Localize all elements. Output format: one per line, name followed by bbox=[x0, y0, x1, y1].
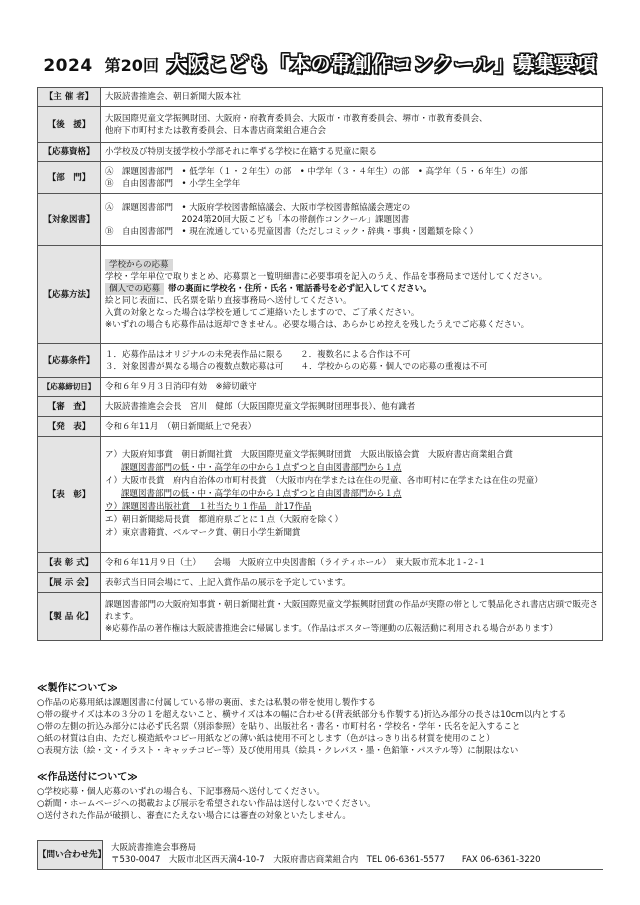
production-heading: ≪製作について≫ bbox=[37, 683, 118, 694]
title-ordinal: 第20回 bbox=[104, 56, 159, 75]
award-a: ア）大阪府知事賞 朝日新聞社賞 大阪国際児童文学振興財団賞 大阪出版協会賞 大阪府書店商業組合賞 bbox=[105, 450, 514, 460]
row-conditions bbox=[38, 344, 603, 378]
page-title bbox=[0, 48, 640, 77]
conditions-line: １．応募作品はオリジナルの未発表作品に限る ２．複数名による合作は不可 bbox=[105, 349, 411, 360]
label-conditions: 【応募条件】 bbox=[38, 344, 101, 378]
individual-entry-line: 絵と同じ表面に、氏名票を貼り直接事務局へ送付してください。 bbox=[105, 295, 352, 306]
row-eligibility bbox=[38, 143, 603, 162]
ceremony-text: 令和６年11月９日（土） 会場 大阪府立中央図書館（ライティホール） 東大阪市荒本北１-２-１ bbox=[105, 557, 487, 568]
award-b: イ）大阪市長賞 府内自治体の市町村長賞 （大阪市内在学または在住の児童、各市町村に在学または在住の児童） bbox=[105, 476, 543, 486]
individual-entry-tag: 個人での応募 bbox=[105, 283, 164, 295]
label-judges: 【審 査】 bbox=[38, 397, 101, 417]
award-d: エ）朝日新聞総局長賞 都道府県ごとに１点（大阪府を除く） bbox=[105, 515, 344, 525]
production-item: ○帯の左側の折込み部分には必ず氏名票（別添参照）を貼り、出版社名・書名・市町村名・学校名・学年・氏名を記入すること bbox=[37, 722, 521, 732]
divisions-line: Ⓐ 課題図書部門 • 低学年（１・２年生）の部 • 中学年（３・４年生）の部 • 高学年（５・６年生）の部 bbox=[105, 166, 528, 177]
row-announce bbox=[38, 417, 603, 437]
organizer-text: 大阪読書推進会、朝日新聞大阪本社 bbox=[105, 92, 242, 102]
contact-address: 〒530-0047 大阪市北区西天満4-10-7 大阪府書店商業組合内 TEL 06-6361-5577 FAX 06-6361-3220 bbox=[111, 855, 541, 865]
delivery-item: ○送付された作品が破損し、審査にたえない場合には審査の対象といたしません。 bbox=[37, 811, 351, 821]
conditions-line: ３．対象図書が異なる場合の複数点数応募は可 ４．学校からの応募・個人での応募の重複は不可 bbox=[105, 361, 488, 372]
label-divisions: 【部 門】 bbox=[38, 162, 101, 194]
books-line: 2024第20回大阪こども「本の帯創作コンクール」課題図書 bbox=[105, 214, 410, 225]
row-deadline bbox=[38, 378, 603, 397]
eligibility-text: 小学校及び特別支援学校小学部それに準ずる学校に在籍する児童に限る bbox=[105, 147, 378, 157]
product-line: ※応募作品の著作権は大阪読書推進会に帰属します。（作品はポスター等運動の広報活動に利用される場合があります） bbox=[105, 623, 558, 634]
row-judges bbox=[38, 397, 603, 417]
row-organizer bbox=[38, 88, 603, 107]
delivery-heading: ≪作品送付について≫ bbox=[37, 772, 138, 783]
award-b-detail: 課題図書部門の低・中・高学年の中から１点ずつと自由図書部門から１点 bbox=[121, 489, 402, 499]
award-e: オ）東京書籍賞、ベルマーク賞、朝日小学生新聞賞 bbox=[105, 528, 301, 538]
individual-entry-line: ※いずれの場合も応募作品は返却できません。必要な場合は、あらかじめ控えを残したうえでご応募ください。 bbox=[105, 319, 530, 330]
individual-entry-note: 帯の裏面に学校名・住所・氏名・電話番号を必ず記入してください。 bbox=[168, 283, 432, 294]
contact-label: 【問い合わせ先】 bbox=[37, 840, 103, 870]
support-line: 大阪国際児童文学振興財団、大阪府・府教育委員会、大阪市・市教育委員会、堺市・市教育委員会、 bbox=[105, 113, 488, 124]
guidelines-table bbox=[37, 87, 603, 641]
label-support: 【後 援】 bbox=[38, 107, 101, 143]
label-awards: 【表 彰】 bbox=[38, 437, 101, 553]
contact-box bbox=[37, 840, 603, 870]
row-books bbox=[38, 194, 603, 246]
row-exhibition bbox=[38, 573, 603, 593]
label-eligibility: 【応募資格】 bbox=[38, 143, 101, 162]
label-method: 【応募方法】 bbox=[38, 246, 101, 344]
contact-office: 大阪読書推進会事務局 bbox=[111, 843, 197, 853]
school-entry-text: 学校・学年単位で取りまとめ、応募票と一覧明細書に必要事項を記入のうえ、作品を事務局まで送付してください。 bbox=[105, 271, 548, 282]
label-deadline: 【応募締切日】 bbox=[38, 378, 101, 397]
title-main: 大阪こども「本の帯創作コンクール」募集要項 bbox=[166, 52, 597, 76]
label-exhibition: 【展 示 会】 bbox=[38, 573, 101, 593]
production-item: ○紙の材質は自由、ただし模造紙やコピー用紙などの薄い紙は使用不可とします（色がはっきり出る材質を使用のこと） bbox=[37, 734, 495, 744]
label-ceremony: 【表 彰 式】 bbox=[38, 553, 101, 573]
individual-entry-line: 入賞の対象となった場合は学校を通してご連絡いたしますので、ご了承ください。 bbox=[105, 307, 420, 318]
title-year: 2024 bbox=[43, 56, 93, 76]
divisions-line: Ⓑ 自由図書部門 • 小学生全学年 bbox=[105, 178, 241, 189]
row-divisions bbox=[38, 162, 603, 194]
books-line: Ⓑ 自由図書部門 • 現在流通している児童図書（ただしコミック・辞典・事典・図鑑類を除く） bbox=[105, 226, 479, 237]
production-section bbox=[37, 683, 603, 757]
production-item: ○表現方法（絵・文・イラスト・キャッチコピー等）及び使用用具（絵具・クレパス・墨・色鉛筆・パステル等）に制限はない bbox=[37, 746, 519, 756]
contact-divider bbox=[103, 869, 603, 870]
row-support bbox=[38, 107, 603, 143]
judges-text: 大阪読書推進会会長 宮川 健郎（大阪国際児童文学振興財団理事長）、他有識者 bbox=[105, 401, 416, 412]
award-a-detail: 課題図書部門の低・中・高学年の中から１点ずつと自由図書部門から１点 bbox=[121, 463, 402, 473]
books-line: Ⓐ 課題図書部門 • 大阪府学校図書館協議会、大阪市学校図書館協議会選定の bbox=[105, 202, 411, 213]
row-ceremony bbox=[38, 553, 603, 573]
school-entry-tag: 学校からの応募 bbox=[105, 259, 173, 271]
delivery-item: ○学校応募・個人応募のいずれの場合も、下記事務局へ送付してください。 bbox=[37, 787, 325, 797]
support-line: 他府下市町村または教育委員会、日本書店商業組合連合会 bbox=[105, 125, 327, 136]
delivery-section bbox=[37, 772, 603, 822]
label-books: 【対象図書】 bbox=[38, 194, 101, 246]
award-c: ウ）課題図書出版社賞 １社当たり１作品 計17作品 bbox=[105, 502, 312, 512]
row-product bbox=[38, 593, 603, 641]
deadline-text: 令和６年９月３日消印有効 ※締切厳守 bbox=[105, 382, 257, 392]
row-method bbox=[38, 246, 603, 344]
production-item: ○帯の縦サイズは本の３分の１を超えないこと、横サイズは本の幅に合わせる(背表紙部分も作製する)折込み部分の長さは10cm以内とする bbox=[37, 710, 567, 720]
product-line: 課題図書部門の大阪府知事賞・朝日新聞社賞・大阪国際児童文学振興財団賞の作品が実際の帯として製品化され書店店頭で販売されます。 bbox=[105, 599, 599, 622]
label-organizer: 【主 催 者】 bbox=[38, 88, 101, 107]
announce-text: 令和６年11月 （朝日新聞紙上で発表） bbox=[105, 421, 257, 432]
exhibition-text: 表彰式当日同会場にて、上記入賞作品の展示を予定しています。 bbox=[105, 577, 351, 588]
label-announce: 【発 表】 bbox=[38, 417, 101, 437]
production-item: ○作品の応募用紙は課題図書に付属している帯の裏面、または私製の帯を使用し製作する bbox=[37, 698, 376, 708]
row-awards bbox=[38, 437, 603, 553]
label-product: 【製 品 化】 bbox=[38, 593, 101, 641]
delivery-item: ○新聞・ホームページへの掲載および展示を希望されない作品は送付しないでください。 bbox=[37, 799, 376, 809]
